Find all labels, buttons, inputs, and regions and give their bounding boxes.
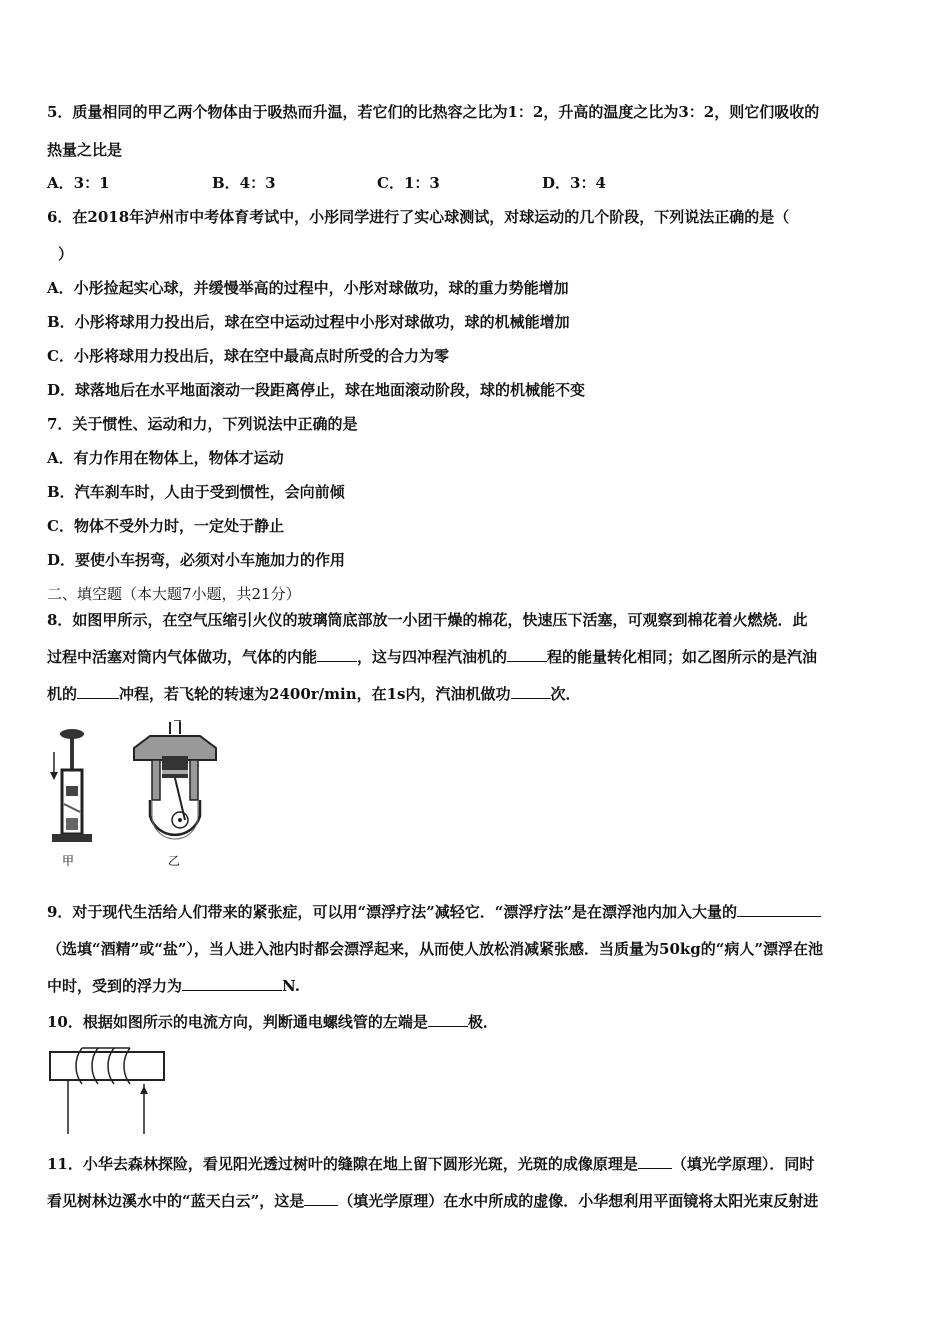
q11-stem-line1 (47, 1154, 814, 1174)
q10-stem (47, 1012, 498, 1032)
figure-caption-yi: 乙 (168, 854, 181, 868)
q9-blank-2[interactable] (182, 976, 282, 991)
q11-blank-1[interactable] (638, 1154, 672, 1169)
q8-blank-1[interactable] (317, 647, 357, 662)
q7-option-b: B．汽车刹车时，人由于受到惯性，会向前倾 (47, 483, 345, 501)
q5-option-d: D．3：4 (542, 174, 606, 192)
q8-text: 冲程，若飞轮的转速为2400r/min，在1s内，汽油机做功 (119, 685, 511, 703)
q8-text: 机的 (47, 685, 78, 703)
q8-blank-3[interactable] (77, 684, 119, 699)
q11-text: 11．小华去森林探险，看见阳光透过树叶的缝隙在地上留下圆形光斑，光斑的成像原理是 (47, 1155, 638, 1173)
q9-stem-line2: （选填“酒精”或“盐”），当人进入池内时都会漂浮起来，从而使人放松消减紧张感．当质量为50kg的“病人”漂浮在池 (47, 940, 824, 958)
q11-text: （填光学原理）在水中所成的虚像．小华想利用平面镜将太阳光束反射进 (338, 1192, 819, 1210)
q7-option-a: A．有力作用在物体上，物体才运动 (47, 449, 284, 467)
gasoline-engine-figure (130, 720, 220, 850)
q10-text: 极． (467, 1013, 498, 1031)
q9-text: N. (282, 977, 300, 995)
q9-stem-line3 (47, 976, 300, 996)
q8-stem-line1: 8．如图甲所示，在空气压缩引火仪的玻璃筒底部放一小团干燥的棉花，快速压下活塞，可观察到棉花着火燃烧．此 (47, 611, 808, 629)
q5-option-c: C．1：3 (377, 174, 440, 192)
q5-option-a: A．3：1 (47, 174, 110, 192)
q7-option-c: C．物体不受外力时，一定处于静止 (47, 517, 284, 535)
q8-stem-line3 (47, 684, 581, 704)
q6-stem-line2: ） (58, 245, 74, 263)
q6-option-d: D．球落地后在水平地面滚动一段距离停止，球在地面滚动阶段，球的机械能不变 (47, 381, 586, 399)
q6-option-c: C．小彤将球用力投出后，球在空中最高点时所受的合力为零 (47, 347, 449, 365)
q9-text: 中时，受到的浮力为 (47, 977, 183, 995)
q9-stem-line1 (47, 902, 821, 922)
solenoid-figure (44, 1044, 174, 1138)
q8-text: 过程中活塞对筒内气体做功，气体的内能 (47, 648, 318, 666)
q7-stem: 7．关于惯性、运动和力，下列说法中正确的是 (47, 415, 358, 433)
q11-text: （填光学原理）．同时 (671, 1155, 815, 1173)
section-heading: 二、填空题（本大题7小题，共21分） (47, 585, 301, 603)
q8-blank-2[interactable] (507, 647, 547, 662)
q10-text: 10．根据如图所示的电流方向，判断通电螺线管的左端是 (47, 1013, 428, 1031)
q9-blank-1[interactable] (737, 902, 821, 917)
figure-caption-jia: 甲 (62, 854, 75, 868)
q11-text: 看见树林边溪水中的“蓝天白云”，这是 (47, 1192, 305, 1210)
q8-stem-line2 (47, 647, 817, 667)
q7-option-d: D．要使小车拐弯，必须对小车施加力的作用 (47, 551, 346, 569)
q11-stem-line2 (47, 1191, 818, 1211)
q8-text: 程的能量转化相同；如乙图所示的是汽油 (547, 648, 818, 666)
q6-option-a: A．小彤捡起实心球，并缓慢举高的过程中，小彤对球做功，球的重力势能增加 (47, 279, 569, 297)
q8-blank-4[interactable] (511, 684, 551, 699)
q6-stem-line1: 6．在2018年泸州市中考体育考试中，小彤同学进行了实心球测试，对球运动的几个阶段，下列说法正确的是（ (47, 208, 790, 226)
air-compression-igniter-figure (44, 726, 104, 856)
q8-text: 次． (550, 685, 581, 703)
q5-option-b: B．4：3 (212, 174, 276, 192)
q6-option-b: B．小彤将球用力投出后，球在空中运动过程中小彤对球做功，球的机械能增加 (47, 313, 570, 331)
q9-text: 9．对于现代生活给人们带来的紧张症，可以用“漂浮疗法”减轻它．“漂浮疗法”是在漂浮池内加入大量的 (47, 903, 737, 921)
q5-stem-line1: 5．质量相同的甲乙两个物体由于吸热而升温，若它们的比热容之比为1：2，升高的温度之比为3：2，则它们吸收的 (47, 103, 820, 121)
q11-blank-2[interactable] (304, 1191, 338, 1206)
q8-text: ，这与四冲程汽油机的 (357, 648, 508, 666)
q10-blank[interactable] (428, 1012, 468, 1027)
q5-stem-line2: 热量之比是 (47, 141, 123, 159)
